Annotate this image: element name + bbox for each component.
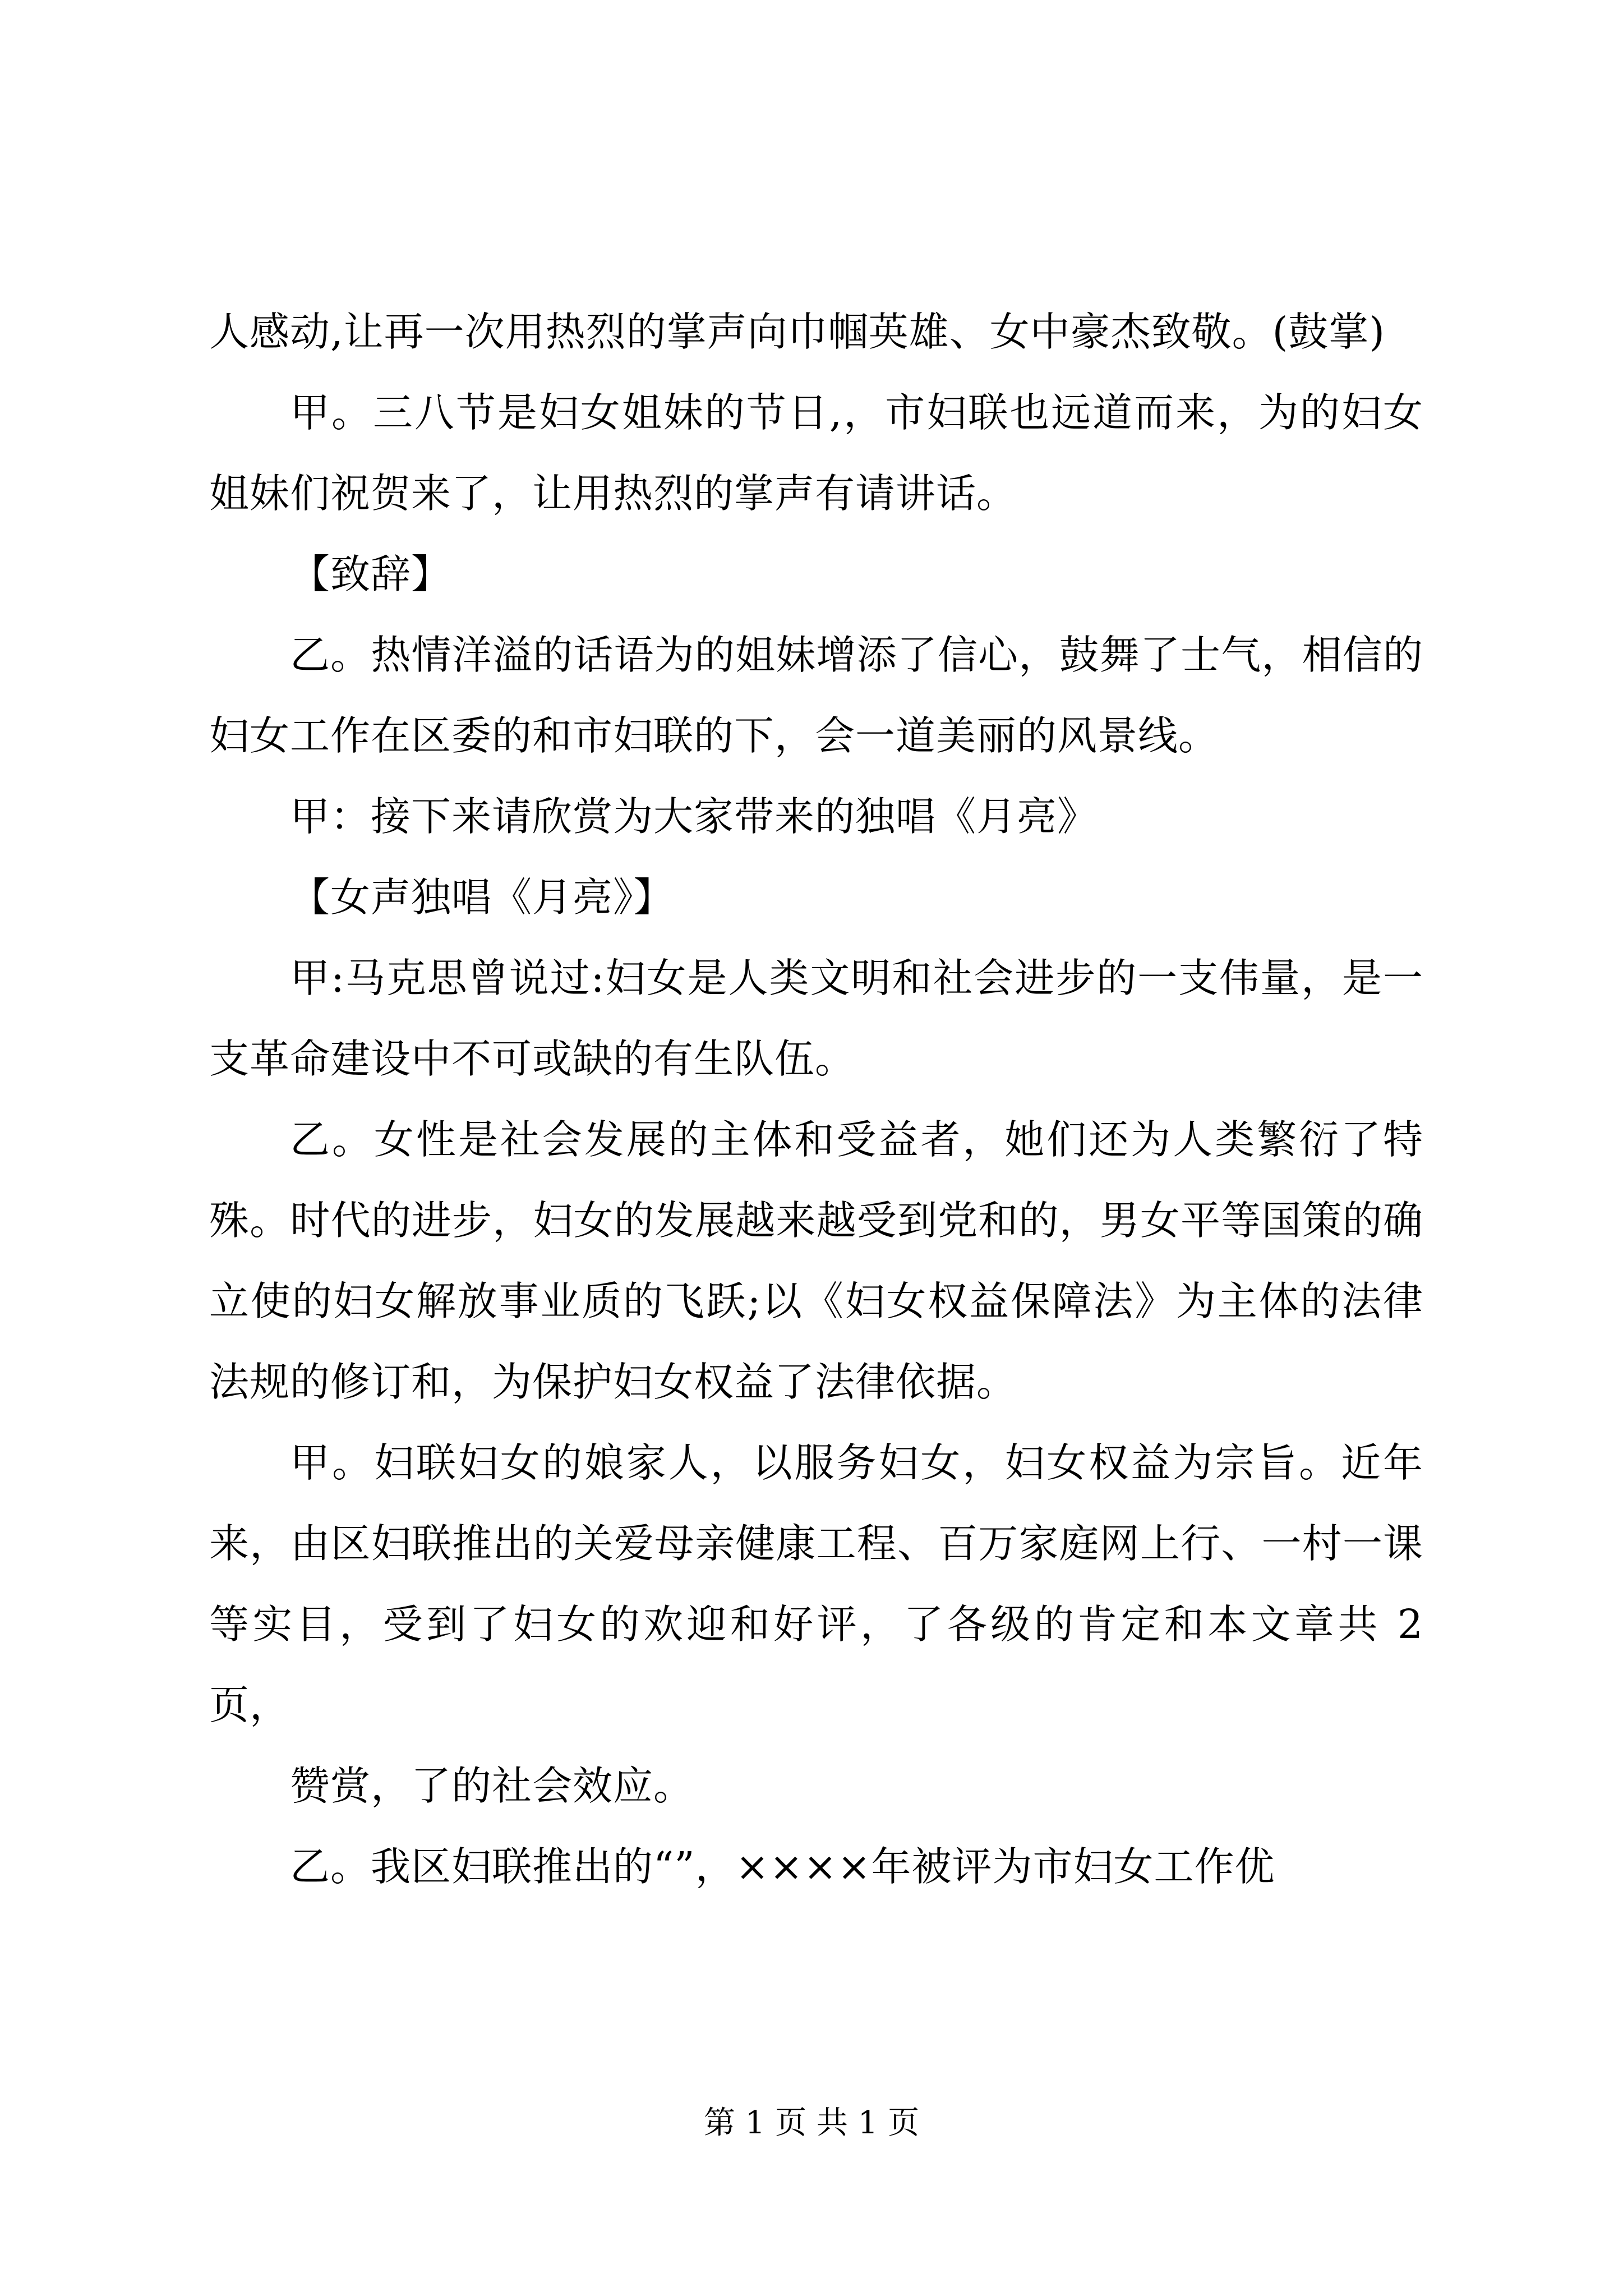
page-number: 第 1 页 共 1 页 [703, 2105, 920, 2141]
stage-direction: 【女声独唱《月亮》】 [290, 874, 674, 921]
document-body [209, 292, 1423, 1907]
paragraph: 乙。热情洋溢的话语为的姐妹增添了信心，鼓舞了士气，相信的妇女工作在区委的和市妇联的下，会一道美丽的风景线。 [209, 632, 1423, 759]
paragraph-continuation: 人感动,让再一次用热烈的掌声向巾帼英雄、女中豪杰致敬。(鼓掌) [209, 309, 1385, 355]
stage-direction: 【致辞】 [290, 551, 452, 597]
paragraph: 乙。我区妇联推出的“”，××××年被评为市妇女工作优 [290, 1843, 1275, 1890]
paragraph: 甲：接下来请欣赏为大家带来的独唱《月亮》 [290, 793, 1098, 840]
paragraph: 甲。妇联妇女的娘家人，以服务妇女，妇女权益为宗旨。近年来，由区妇联推出的关爱母亲健康工程、百万家庭网上行、一村一课等实目，受到了妇女的欢迎和好评，了各级的肯定和本文章共 2 页， [209, 1439, 1423, 1728]
paragraph: 乙。女性是社会发展的主体和受益者，她们还为人类繁衍了特殊。时代的进步，妇女的发展越来越受到党和的，男女平等国策的确立使的妇女解放事业质的飞跃;以《妇女权益保障法》为主体的法律法规的修订和，为保护妇女权益了法律依据。 [209, 1116, 1423, 1405]
paragraph: 甲。三八节是妇女姐妹的节日,，市妇联也远道而来，为的妇女姐妹们祝贺来了，让用热烈的掌声有请讲话。 [209, 389, 1423, 517]
page-footer [0, 2101, 1623, 2146]
paragraph: 甲:马克思曾说过:妇女是人类文明和社会进步的一支伟量，是一支革命建设中不可或缺的有生队伍。 [209, 955, 1423, 1082]
paragraph: 赞赏，了的社会效应。 [290, 1763, 694, 1809]
